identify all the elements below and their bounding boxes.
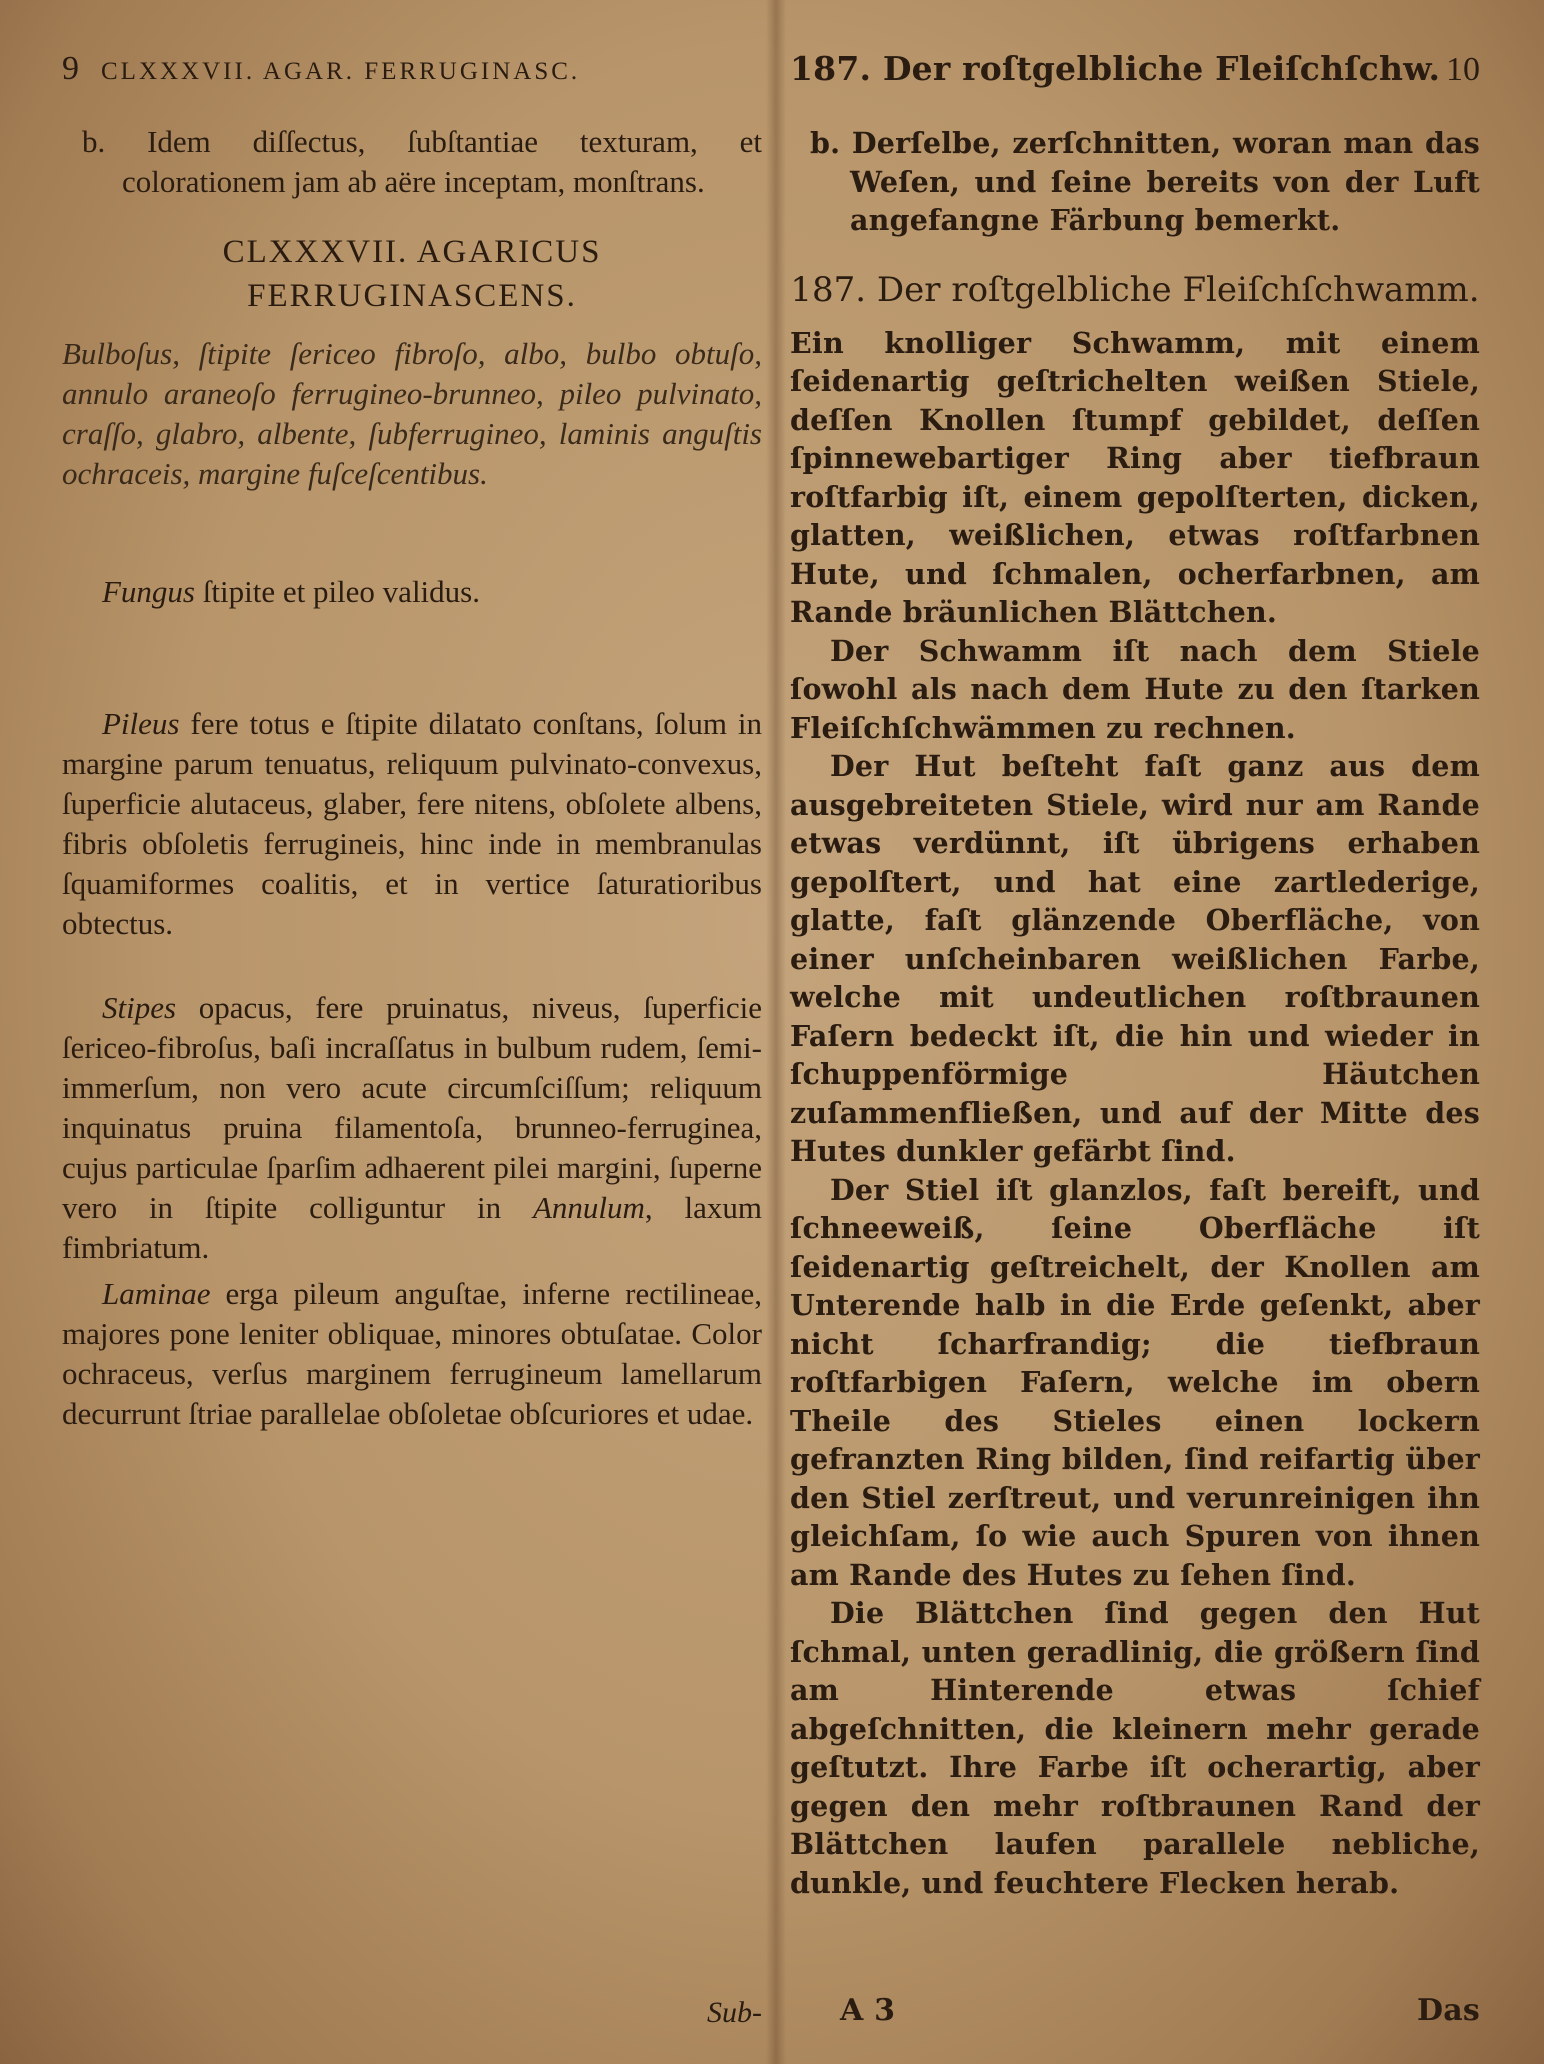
right-running-head: 187. Der roſtgelbliche Fleiſchſchw. (790, 49, 1441, 88)
stipes-end-text: , laxum fimbriatum. (62, 1190, 762, 1265)
pileus-text: fere totus e ſtipite dilatato conſtans, ſolum in margine parum tenuatus, reliquum pulvinato-convexus, ſuperficie alutaceus, glaber, fere nitens, obſolete albens, fibris obſoletis ferrugineis, hinc inde in membranulas ſquamiformes coalitis, et in vertice ſaturatioribus obtectus. (62, 706, 762, 941)
laminae-term: Laminae (102, 1276, 211, 1311)
right-species-heading: 187. Der roſtgelbliche Fleiſchſchwamm. (790, 269, 1480, 310)
right-paragraph-4: Der Stiel iſt glanzlos, faſt bereift, und ſchneeweiß, ſeine Oberfläche iſt ſeidenartig geſtreichelt, der Knollen am Unterende halb in die Erde geſenkt, aber nicht ſcharfrandig; die tiefbraun roſtfarbigen Faſern, welche im obern Theile des Stieles einen lockern gefranzten Ring bilden, ſind reifartig über den Stiel zerſtreut, und verunreinigen ihn gleichſam, ſo wie auch Spuren von ihnen am Rande des Hutes zu ſehen ſind. (790, 1172, 1480, 1592)
right-paragraph-3: Der Hut beſteht faſt ganz aus dem ausgebreiteten Stiele, wird nur am Rande etwas verdünnt, iſt übrigens erhaben gepolſtert, und hat eine zartlederige, glatte, faſt glänzende Oberfläche, von einer unſcheinbaren weißlichen Farbe, welche mit undeutlichen roſtbraunen Faſern bedeckt iſt, die hin und wieder in ſchuppenförmige Häutchen zuſammenfließen, und auf der Mitte des Hutes dunkler gefärbt ſind. (790, 749, 1480, 1168)
right-paragraph-2: Der Schwamm iſt nach dem Stiele ſowohl als nach dem Hute zu den ſtarken Fleiſchſchwämmen zu rechnen. (790, 633, 1480, 745)
left-footer (62, 1996, 762, 2030)
right-signature: A 3 (840, 1992, 896, 2028)
left-running-header (62, 50, 762, 110)
left-item-b: b. Idem diſſectus, ſubſtantiae texturam, et colorationem jam ab aëre inceptam, monſtrans. (82, 124, 762, 199)
right-page-number: 10 (1446, 51, 1480, 88)
stipes-term: Stipes (102, 990, 177, 1025)
left-stipes-paragraph (62, 988, 762, 1268)
left-species-heading: CLXXXVII. AGARICUS FERRUGINASCENS. (222, 234, 602, 314)
gutter-shadow (766, 0, 786, 2064)
left-page-number: 9 (62, 50, 79, 87)
pileus-term: Pileus (102, 706, 180, 741)
fungus-text: ſtipite et pileo validus. (195, 574, 480, 609)
right-page (790, 50, 1480, 2030)
left-fungus-paragraph (62, 572, 762, 612)
left-pileus-paragraph (62, 704, 762, 944)
right-catchword: Das (1417, 1992, 1480, 2028)
right-footer (790, 1992, 1480, 2031)
annulum-term: Annulum (532, 1190, 645, 1225)
stipes-text: opacus, fere pruinatus, niveus, ſuperficie ſericeo-fibroſus, baſi incraſſatus in bulbum rudem, ſemi-immerſum, non vero acute circumſciſſum; reliquum inquinatus pruina filamentoſa, brunneo-ferruginea, cujus particulae ſparſim adhaerent pilei margini, ſuperne vero in ſtipite colliguntur in (62, 990, 762, 1225)
left-catchword: Sub- (707, 1996, 762, 2029)
fungus-term: Fungus (102, 574, 195, 609)
left-diagnosis: Bulboſus, ſtipite ſericeo fibroſo, albo, bulbo obtuſo, annulo araneoſo ferrugineo-brunneo, pileo pulvinato, craſſo, glabro, albente, ſubferrugineo, laminis anguſtis ochraceis, margine fuſceſcentibus. (62, 336, 762, 491)
right-paragraph-5: Die Blättchen ſind gegen den Hut ſchmal, unten geradlinig, die größern ſind am Hinterende etwas ſchief abgeſchnitten, die kleinern mehr gerade geſtutzt. Ihre Farbe iſt ocherartig, aber gegen den mehr roſtbraunen Rand der Blättchen laufen parallele nebliche, dunkle, und feuchtere Flecken herab. (790, 1596, 1480, 1900)
right-paragraph-1: Ein knolliger Schwamm, mit einem ſeidenartig geſtrichelten weißen Stiele, deſſen Knollen ſtumpf gebildet, deſſen ſpinnewebartiger Ring aber tiefbraun roſtfarbig iſt, einem gepolſterten, dicken, glatten, weißlichen, etwas roſtfarbnen Hute, und ſchmalen, ocherfarbnen, am Rande bräunlichen Blättchen. (790, 325, 1480, 629)
right-running-header (790, 50, 1480, 110)
left-laminae-paragraph (62, 1274, 762, 1434)
right-item-b: b. Derſelbe, zerſchnitten, woran man das Weſen, und ſeine bereits von der Luft angefangne Färbung bemerkt. (810, 126, 1480, 237)
left-running-head: CLXXXVII. AGAR. FERRUGINASC. (101, 58, 581, 85)
laminae-text: erga pileum anguſtae, inferne rectilineae, majores pone leniter obliquae, minores obtuſatae. Color ochraceus, verſus marginem ferrugineum lamellarum decurrunt ſtriae parallelae obſoletae obſcuriores et udae. (62, 1276, 762, 1431)
left-page (62, 50, 762, 2030)
